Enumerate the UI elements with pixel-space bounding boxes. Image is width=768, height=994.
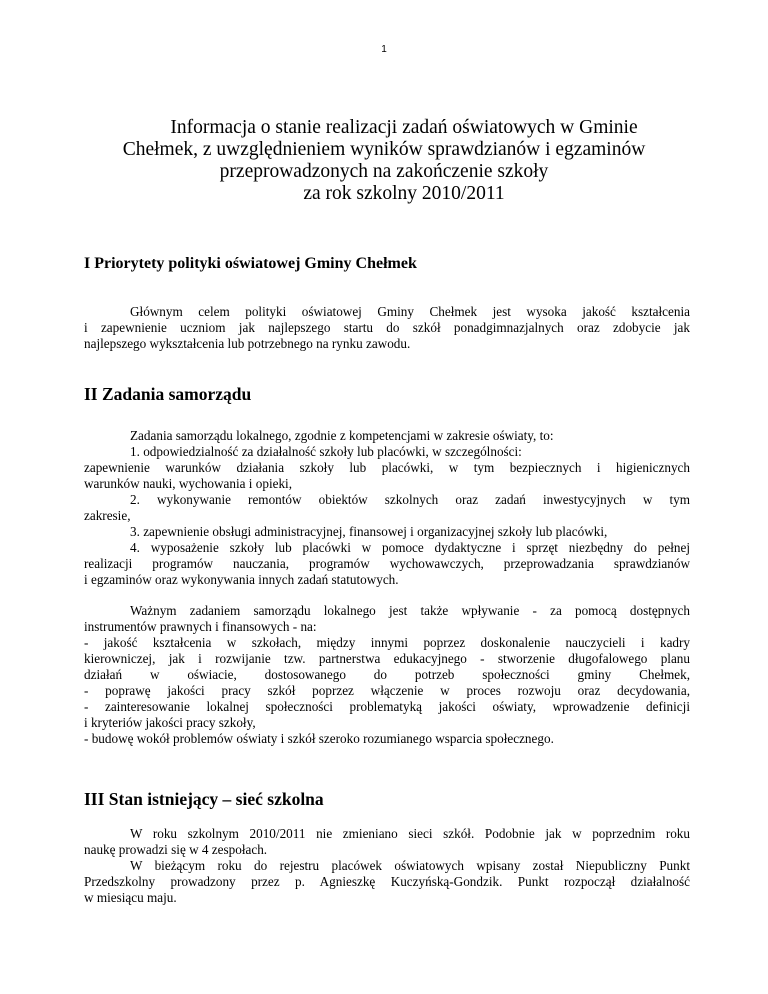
section-3-heading: III Stan istniejący – sieć szkolna (84, 789, 324, 809)
text-line: - jakość kształcenia w szkołach, między innymi poprzez doskonalenie nauczycieli i kadry (84, 635, 690, 650)
text-line: i egzaminów oraz wykonywania innych zadań statutowych. (84, 572, 399, 587)
text-line: 4. wyposażenie szkoły lub placówki w pomoce dydaktyczne i sprzęt niezbędny do pełnej (130, 540, 690, 555)
document-title (100, 117, 668, 205)
text-line: w miesiącu maju. (84, 890, 177, 905)
text-line: - budowę wokół problemów oświaty i szkół szeroko rozumianego wsparcia społecznego. (84, 731, 554, 746)
text-line: i zapewnienie uczniom jak najlepszego startu do szkół ponadgimnazjalnych oraz zdobycie jak (84, 320, 690, 335)
text-line: - zainteresowanie lokalnej społeczności problematyką jakości oświaty, wprowadzenie definicji (84, 699, 690, 714)
section-2-body-2 (84, 603, 690, 747)
page-number: 1 (381, 44, 387, 55)
text-line: naukę prowadzi się w 4 zespołach. (84, 842, 268, 857)
title-line: Chełmek, z uwzględnieniem wyników sprawdzianów i egzaminów (122, 139, 646, 160)
title-line: przeprowadzonych na zakończenie szkoły (219, 161, 549, 182)
text-line: W roku szkolnym 2010/2011 nie zmieniano sieci szkół. Podobnie jak w poprzednim roku (130, 826, 690, 841)
text-line: i kryteriów jakości pracy szkoły, (84, 715, 256, 730)
text-line: najlepszego wykształcenia lub potrzebnego na rynku zawodu. (84, 336, 411, 351)
section-1-heading: I Priorytety polityki oświatowej Gminy Chełmek (84, 255, 417, 272)
text-line: Głównym celem polityki oświatowej Gminy Chełmek jest wysoka jakość kształcenia (130, 304, 690, 319)
text-line: Zadania samorządu lokalnego, zgodnie z kompetencjami w zakresie oświaty, to: (130, 428, 554, 443)
text-line: 2. wykonywanie remontów obiektów szkolnych oraz zadań inwestycyjnych w tym (130, 492, 690, 507)
text-line: zakresie, (84, 508, 131, 523)
text-line: warunków nauki, wychowania i opieki, (84, 476, 293, 491)
title-line: Informacja o stanie realizacji zadań oświatowych w Gminie (170, 117, 638, 138)
text-line: 1. odpowiedzialność za działalność szkoły lub placówki, w szczególności: (130, 444, 522, 459)
text-line: kierowniczej, jak i rozwijanie tzw. partnerstwa edukacyjnego - stworzenie długofalowego planu (84, 651, 690, 666)
title-line: za rok szkolny 2010/2011 (303, 183, 505, 204)
text-line: Przedszkolny prowadzony przez p. Agnieszkę Kuczyńską-Gondzik. Punkt rozpoczął działalność (84, 874, 690, 889)
text-line: W bieżącym roku do rejestru placówek oświatowych wpisany został Niepubliczny Punkt (130, 858, 690, 873)
section-2-heading: II Zadania samorządu (84, 384, 252, 404)
section-2-body (84, 428, 690, 588)
text-line: realizacji programów nauczania, programów wychowawczych, przeprowadzania sprawdzianów (84, 556, 690, 571)
section-3-body (84, 826, 690, 906)
section-1-body (84, 304, 690, 352)
text-line: instrumentów prawnych i finansowych - na: (84, 619, 317, 634)
text-line: 3. zapewnienie obsługi administracyjnej, finansowej i organizacyjnej szkoły lub placówki, (130, 524, 608, 539)
text-line: działań w oświacie, dostosowanego do potrzeb społeczności gminy Chełmek, (84, 667, 690, 682)
text-line: Ważnym zadaniem samorządu lokalnego jest także wpływanie - za pomocą dostępnych (130, 603, 690, 618)
text-line: zapewnienie warunków działania szkoły lub placówki, w tym bezpiecznych i higienicznych (84, 460, 690, 475)
text-line: - poprawę jakości pracy szkół poprzez włączenie w proces rozwoju oraz decydowania, (84, 683, 690, 698)
